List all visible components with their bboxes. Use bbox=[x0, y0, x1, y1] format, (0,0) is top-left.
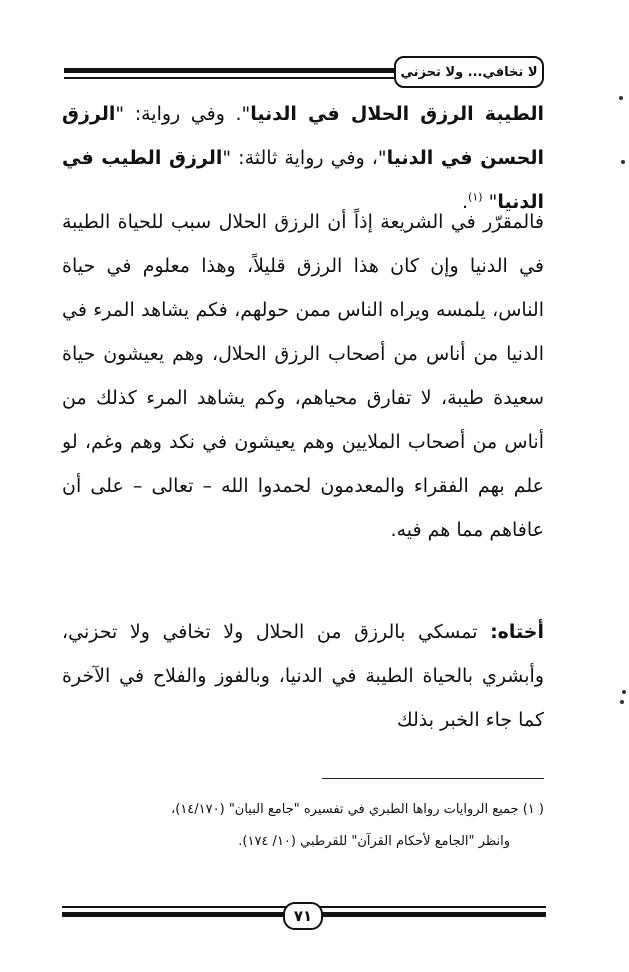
footnote-reference: (١) bbox=[468, 190, 483, 204]
paragraph-2 bbox=[62, 610, 544, 742]
scan-speck bbox=[621, 160, 625, 164]
quote-part-6: " bbox=[488, 191, 498, 213]
paragraph-1-text: فالمقرّر في الشريعة إذاً أن الرزق الحلال سبب للحياة الطيبة في الدنيا وإن كان هذا الرزق قليلاً، وهذا معلوم في حياة الناس، يلمسه ويراه الناس ممن حولهم، فكم يشاهد المرء في الدنيا من أناس من أصحاب الرزق الحلال، وهم يعيشون حياة سعيدة طيبة، لا تفارق محياهم، وكم يشاهد المرء كذلك من أناس من أصحاب الملايين وهم يعيشون في نكد وهم وغم، لو علم بهم الفقراء والمعدمون لحمدوا الله – تعالى – على أن عافاهم مما هم فيه. bbox=[62, 211, 544, 541]
quote-part-3: الرزق الحسن في الدنيا bbox=[62, 103, 545, 169]
quote-end: . bbox=[461, 191, 469, 213]
paragraph-2-text: تمسكي بالرزق من الحلال ولا تخافي ولا تحزني، وأبشري بالحياة الطيبة في الدنيا، وبالفوز والفلاح في الآخرة كما جاء الخبر بذلك bbox=[62, 621, 544, 731]
header-rule-thick bbox=[64, 68, 394, 73]
quote-part-2: ". وفي رواية: " bbox=[115, 103, 251, 125]
footnote-separator bbox=[322, 778, 544, 779]
footnotes bbox=[62, 794, 544, 858]
footnote-line-2: وانظر "الجامع لأحكام القرآن" للقرطبي (١٠/ ١٧٤). bbox=[238, 834, 510, 849]
paragraph-1 bbox=[62, 200, 544, 552]
header-rule-thin bbox=[64, 77, 394, 79]
paragraph-2-lead: أختاه: bbox=[490, 621, 544, 643]
page-number: ٧١ bbox=[283, 902, 323, 930]
quote-part-5: الرزق الطيب في الدنيا bbox=[62, 147, 544, 213]
quote-part-4: "، وفي رواية ثالثة: " bbox=[222, 147, 387, 169]
running-title: لا تخافي... ولا تحزني bbox=[394, 56, 544, 88]
scan-speck bbox=[622, 690, 626, 694]
quote-part-1: الطيبة الرزق الحلال في الدنيا bbox=[250, 103, 544, 125]
footnote-line-1: ( ١) جميع الروايات رواها الطبري في تفسيره "جامع البيان" (١٤/١٧٠)، bbox=[171, 802, 544, 817]
scan-speck bbox=[619, 96, 623, 100]
scan-speck bbox=[620, 700, 624, 704]
